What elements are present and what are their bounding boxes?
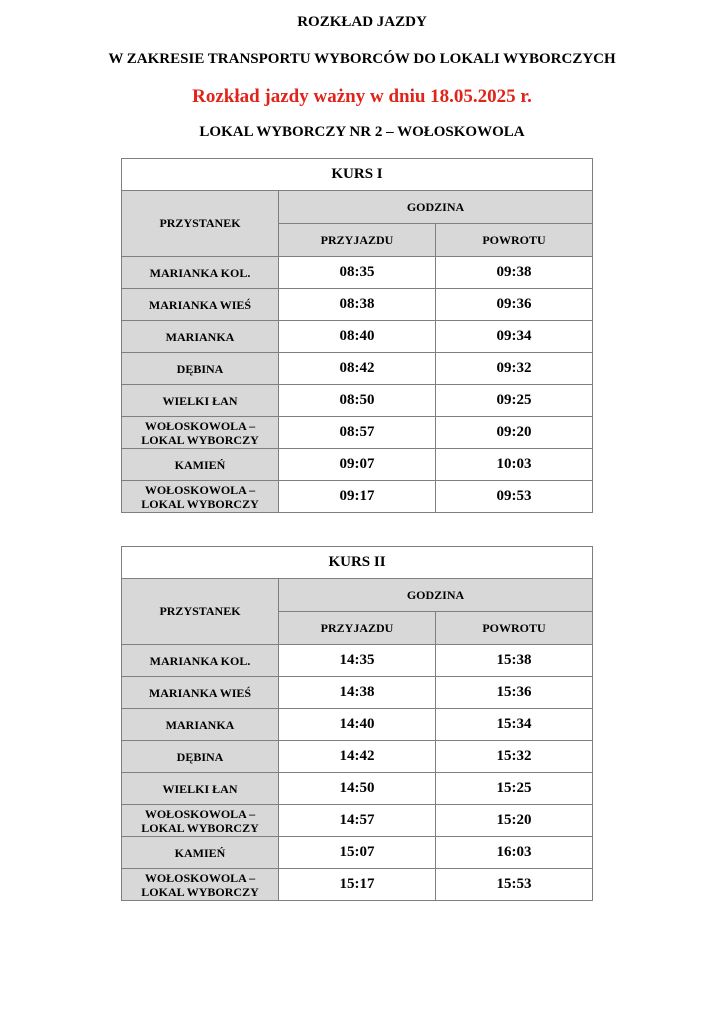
stop-name-line: MARIANKA KOL.	[149, 265, 251, 280]
table-row	[122, 837, 593, 869]
header-row	[122, 579, 593, 612]
stop-name	[122, 353, 279, 385]
table-row	[122, 741, 593, 773]
time-column-header: GODZINA	[279, 191, 593, 224]
table-row	[122, 481, 593, 513]
table-row	[122, 805, 593, 837]
table-row	[122, 709, 593, 741]
table-row	[122, 773, 593, 805]
validity-date: Rozkład jazdy ważny w dniu 18.05.2025 r.	[192, 86, 532, 107]
stop-name	[122, 417, 279, 449]
stop-name-line: MARIANKA	[165, 329, 235, 344]
arrival-column-header: PRZYJAZDU	[279, 612, 436, 645]
stop-name	[122, 449, 279, 481]
table-row	[122, 449, 593, 481]
stop-name	[122, 321, 279, 353]
stop-name-line: KAMIEŃ	[174, 845, 226, 860]
stop-name	[122, 773, 279, 805]
return-time: 15:53	[436, 869, 593, 901]
stop-name	[122, 645, 279, 677]
return-time: 09:38	[436, 257, 593, 289]
header-row	[122, 191, 593, 224]
return-time: 10:03	[436, 449, 593, 481]
arrival-time: 15:17	[279, 869, 436, 901]
arrival-time: 14:38	[279, 677, 436, 709]
stop-name	[122, 257, 279, 289]
schedule-table-kurs-1	[121, 158, 593, 513]
schedule-table-kurs-2	[121, 546, 593, 901]
return-time: 09:36	[436, 289, 593, 321]
kurs-title-row	[122, 547, 593, 579]
arrival-time: 08:42	[279, 353, 436, 385]
arrival-time: 14:57	[279, 805, 436, 837]
stop-name-line: WOŁOSKOWOLA –	[144, 482, 256, 497]
table-row	[122, 869, 593, 901]
return-time: 09:34	[436, 321, 593, 353]
stop-name-line: MARIANKA KOL.	[149, 653, 251, 668]
arrival-time: 14:35	[279, 645, 436, 677]
schedule-body	[122, 159, 593, 513]
stop-name-line: LOKAL WYBORCZY	[141, 496, 259, 511]
stop-name	[122, 805, 279, 837]
stop-name-line: MARIANKA	[165, 717, 235, 732]
return-time: 15:25	[436, 773, 593, 805]
schedule-body	[122, 547, 593, 901]
table-row	[122, 289, 593, 321]
polling-station-title: LOKAL WYBORCZY NR 2 – WOŁOSKOWOLA	[199, 124, 525, 140]
stop-name-line: LOKAL WYBORCZY	[141, 884, 259, 899]
return-time: 15:38	[436, 645, 593, 677]
table-row	[122, 321, 593, 353]
arrival-column-header: PRZYJAZDU	[279, 224, 436, 257]
stop-name-line: WOŁOSKOWOLA –	[144, 870, 256, 885]
return-column-header: POWROTU	[436, 224, 593, 257]
return-time: 15:36	[436, 677, 593, 709]
stop-name-line: WOŁOSKOWOLA –	[144, 806, 256, 821]
table-row	[122, 257, 593, 289]
document-title: ROZKŁAD JAZDY	[297, 14, 427, 30]
arrival-time: 08:35	[279, 257, 436, 289]
stop-name	[122, 677, 279, 709]
table-row	[122, 385, 593, 417]
stop-name-line: LOKAL WYBORCZY	[141, 820, 259, 835]
return-time: 09:53	[436, 481, 593, 513]
arrival-time: 15:07	[279, 837, 436, 869]
stop-name	[122, 709, 279, 741]
stop-name-line: DĘBINA	[176, 749, 224, 764]
return-time: 15:32	[436, 741, 593, 773]
arrival-time: 14:42	[279, 741, 436, 773]
return-time: 15:20	[436, 805, 593, 837]
stop-name	[122, 481, 279, 513]
arrival-time: 08:57	[279, 417, 436, 449]
stop-name	[122, 741, 279, 773]
document-subtitle: W ZAKRESIE TRANSPORTU WYBORCÓW DO LOKALI WYBORCZYCH	[108, 51, 616, 67]
return-time: 09:32	[436, 353, 593, 385]
arrival-time: 09:17	[279, 481, 436, 513]
kurs-title: KURS II	[122, 547, 593, 579]
stop-name	[122, 837, 279, 869]
stop-column-header: PRZYSTANEK	[122, 191, 279, 257]
return-time: 09:25	[436, 385, 593, 417]
arrival-time: 08:40	[279, 321, 436, 353]
stop-name-line: WIELKI ŁAN	[162, 781, 238, 796]
table-row	[122, 417, 593, 449]
stop-name-line: MARIANKA WIEŚ	[148, 297, 252, 312]
table-row	[122, 353, 593, 385]
return-time: 16:03	[436, 837, 593, 869]
stop-name-line: LOKAL WYBORCZY	[141, 432, 259, 447]
stop-name-line: WOŁOSKOWOLA –	[144, 418, 256, 433]
arrival-time: 09:07	[279, 449, 436, 481]
arrival-time: 14:40	[279, 709, 436, 741]
time-column-header: GODZINA	[279, 579, 593, 612]
arrival-time: 14:50	[279, 773, 436, 805]
arrival-time: 08:38	[279, 289, 436, 321]
table-row	[122, 645, 593, 677]
return-time: 15:34	[436, 709, 593, 741]
arrival-time: 08:50	[279, 385, 436, 417]
stop-name-line: KAMIEŃ	[174, 457, 226, 472]
stop-name	[122, 869, 279, 901]
stop-name-line: DĘBINA	[176, 361, 224, 376]
return-column-header: POWROTU	[436, 612, 593, 645]
stop-name	[122, 385, 279, 417]
table-row	[122, 677, 593, 709]
kurs-title: KURS I	[122, 159, 593, 191]
stop-column-header: PRZYSTANEK	[122, 579, 279, 645]
stop-name-line: WIELKI ŁAN	[162, 393, 238, 408]
stop-name-line: MARIANKA WIEŚ	[148, 685, 252, 700]
stop-name	[122, 289, 279, 321]
kurs-title-row	[122, 159, 593, 191]
return-time: 09:20	[436, 417, 593, 449]
